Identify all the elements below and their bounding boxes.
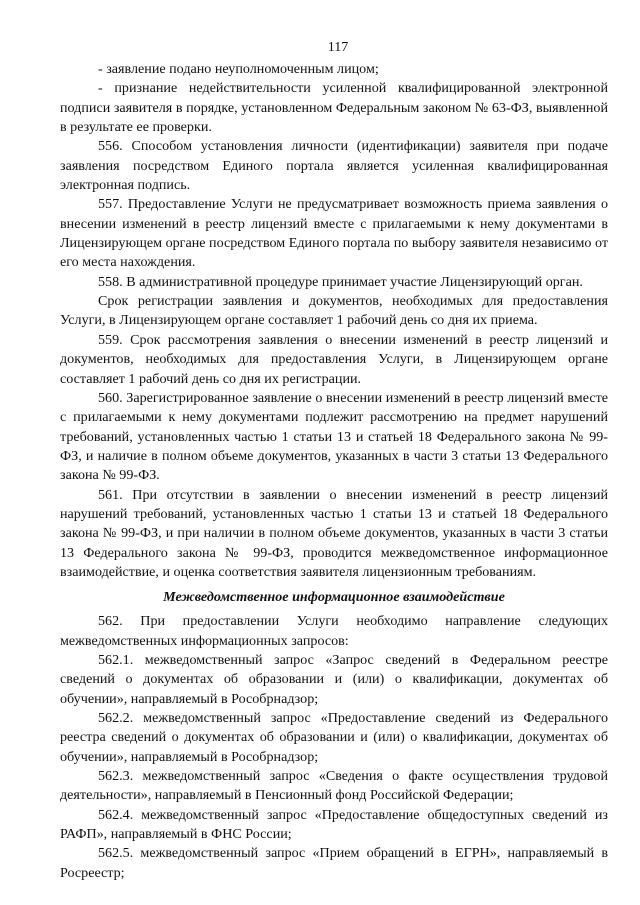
paragraph-registration-term: Срок регистрации заявления и документов, необходимых для предоставления Услуги, в Лицензирующем органе составляет 1 рабочий день со дня их приема. — [60, 293, 608, 329]
paragraph-562-4: 562.4. межведомственный запрос «Предоставление общедоступных сведений из РАФП», направляемый в ФНС России; — [60, 806, 608, 843]
paragraph-561: 561. При отсутствии в заявлении о внесении изменений в реестр лицензий нарушений требований, установленных частью 1 статьи 13 и статьей 18 Федерального закона № 99-ФЗ, и при наличии в полном объеме документов, указанных в части 3 статьи 13 Федерального закона № 99-ФЗ, проводится межведомственное информационное взаимодействие, и оценка соответствия заявителя лицензионным требованиям. — [60, 486, 608, 580]
paragraph-559: 559. Срок рассмотрения заявления о внесении изменений в реестр лицензий и документов, необходимых для предоставления Услуги, в Лицензирующем органе составляет 1 рабочий день со дня их регистрации. — [60, 331, 608, 387]
page-number: 117 — [327, 39, 349, 55]
paragraph-558: 558. В административной процедуре принимает участие Лицензирующий орган. — [98, 273, 583, 290]
paragraph-562-1: 562.1. межведомственный запрос «Запрос сведений в Федеральном реестре сведений о документах об образовании и (или) о квалификации, документах об обучении», направляемый в Рособрнадзор; — [60, 651, 608, 707]
paragraph-556: 556. Способом установления личности (идентификации) заявителя при подаче заявления посредством Единого портала является усиленная квалифицированная электронная подпись. — [60, 138, 608, 194]
paragraph-562-5: 562.5. межведомственный запрос «Прием обращений в ЕГРН», направляемый в Росреестр; — [60, 845, 608, 881]
section-title: Межведомственное информационное взаимодействие — [163, 589, 505, 606]
paragraph-bullet-invalid-signature: - признание недействительности усиленной квалифицированной электронной подписи заявителя в порядке, установленном Федеральным законом № 63-ФЗ, выявленной в результате ее проверки. — [60, 80, 608, 136]
paragraph-562-3: 562.3. межведомственный запрос «Сведения о факте осуществления трудовой деятельности», направляемый в Пенсионный фонд Российской Федерации; — [60, 768, 608, 804]
paragraph-560: 560. Зарегистрированное заявление о внесении изменений в реестр лицензий вместе с прилагаемыми к нему документами подлежит рассмотрению на предмет нарушений требований, установленных частью 1 статьи 13 и статьей 18 Федерального закона № 99-ФЗ, и наличие в полном объеме документов, указанных в части 3 статьи 13 Федерального закона № 99-ФЗ. — [60, 389, 608, 484]
paragraph-562: 562. При предоставлении Услуги необходимо направление следующих межведомственных информационных запросов: — [60, 613, 608, 649]
paragraph-562-2: 562.2. межведомственный запрос «Предоставление сведений из Федерального реестра сведений о документах об образовании и (или) о квалификации, документах об обучении», направляемый в Рособрнадзор; — [60, 710, 608, 765]
paragraph-557: 557. Предоставление Услуги не предусматривает возможность приема заявления о внесении изменений в реестр лицензий вместе с прилагаемыми к нему документами в Лицензирующем органе посредством Единого портала по выбору заявителя независимо от его места нахождения. — [60, 196, 608, 271]
paragraph-bullet-unauthorized: - заявление подано неуполномоченным лицом; — [98, 61, 379, 77]
